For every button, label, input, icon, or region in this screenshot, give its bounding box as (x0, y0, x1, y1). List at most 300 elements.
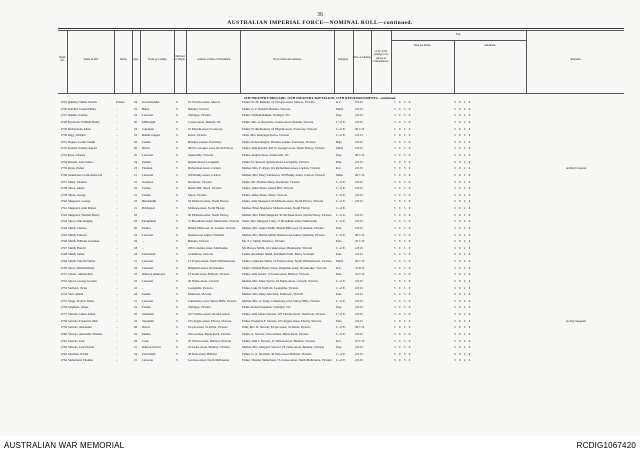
cell-rel: C. of E. (336, 352, 346, 356)
cell-name: Sutherland, Thomas (68, 359, 93, 363)
cell-rank: .. (116, 346, 118, 350)
cell-trade: Fireman (142, 167, 153, 171)
cell-pay: 5 0 5 0 (394, 154, 412, 157)
cell-date: 2.8.15 (355, 160, 363, 164)
cell-age: 24 (134, 293, 138, 297)
cell-no: 2736 (60, 173, 67, 177)
cell-age: 18 (134, 220, 138, 224)
cell-rel: C. of E. (336, 220, 346, 224)
cell-addr: Queens Road, Leongatha (188, 160, 220, 164)
cell-no: 2743 (60, 220, 67, 224)
cell-age: 24 (134, 339, 138, 343)
col-divider (186, 30, 187, 94)
cell-date: 2.8.15 (355, 359, 363, 363)
cell-pay: 5 0 5 0 (394, 114, 412, 118)
cell-pay2: 3 0 2 6 (454, 200, 472, 204)
cell-no: 2751 (60, 273, 67, 277)
cell-rank: .. (116, 286, 118, 290)
cell-date: 2.8.15 (355, 120, 363, 124)
cell-rank: .. (116, 332, 118, 336)
cell-date: 2.8.15 (355, 147, 363, 151)
cell-age: 19 (134, 114, 138, 118)
cell-name: Snow, William Henry (68, 266, 95, 270)
cell-date: 2.8.15 (355, 187, 363, 191)
cell-age: 21 (134, 273, 138, 277)
cell-addr: 15 Victoria-street, Mascot (188, 101, 221, 104)
cell-trade: Painter (142, 226, 151, 230)
cell-rank: .. (116, 127, 118, 131)
cell-kin: Father, W. M. Ramsay, 15 Victoria-street, Mascot, Victoria (242, 101, 315, 104)
cell-name: Rigg, William (68, 134, 86, 138)
cell-date: 2.8.15 (355, 114, 363, 118)
cell-pay2: 3 0 2 6 (454, 173, 472, 177)
cell-rel: Pres. (336, 273, 343, 277)
cell-pay2: 3 0 2 6 (454, 293, 472, 297)
section-heading: 4TH INFANTRY BRIGADE, 13TH INFANTRY BATTALION, 13TH REINFORCEMENTS—continued. (243, 96, 397, 100)
cell-rel: C. of E. (336, 286, 346, 290)
cell-trade: Groomsaddler (142, 101, 160, 104)
cell-name: Sobert, John Robert (68, 273, 93, 277)
cell-no: 2749 (60, 260, 67, 263)
cell-name: Stewart, Jack Norton (68, 346, 95, 350)
cell-rel: Bapt. (336, 140, 343, 144)
cell-mar: S (176, 226, 178, 230)
header-pay-allotment: Allotment. (483, 44, 497, 47)
cell-pay: 5 0 5 0 (394, 306, 412, 310)
cell-mar: S (176, 140, 178, 144)
cell-rel: R.C. (336, 266, 342, 270)
cell-pay2: 3 0 2 6 (454, 147, 472, 151)
cell-mar: S (176, 101, 178, 104)
cell-name: Sharp, Thomas (68, 180, 87, 184)
cell-addr: Deans Hill, Shore, Victoria (188, 187, 222, 191)
cell-remarks: Acting Sergeant (566, 319, 586, 323)
cell-pay: 5 0 5 0 (394, 319, 412, 323)
cell-date: 2.8.15 (355, 193, 363, 197)
cell-rel: C. of E. (336, 127, 346, 131)
cell-mar: S (176, 293, 178, 297)
cell-name: Strachan, Ernest (68, 352, 89, 356)
cell-no: 2737 (60, 180, 67, 184)
cell-pay2: 3 0 2 6 (454, 346, 472, 350)
cell-no: 2746 (60, 240, 67, 244)
cell-no: 2747 (60, 246, 67, 250)
cell-kin: Father, W. Richardson, 16 Pilgrim-street, Footscray, Victoria (242, 127, 317, 131)
cell-age: 18 (134, 246, 138, 250)
cell-name: Ryan, Walter (68, 167, 85, 171)
cell-pay: 5 0 5 0 (394, 299, 412, 303)
cell-addr: 13 Grant-street, Ballarat, Victoria (188, 273, 230, 277)
cell-rel: C. of E. (336, 326, 346, 330)
cell-rel: C. of E. (336, 207, 346, 210)
cell-no: 2739 (60, 193, 67, 197)
cell-age: 20 (134, 120, 138, 124)
cell-pay2: 3 0 2 6 (454, 332, 472, 336)
cell-addr: Dennewood Gulies, Walhalla (188, 233, 225, 237)
cell-mar: S (176, 193, 178, 197)
cell-no: 2731 (60, 140, 67, 144)
page-number: 36 (317, 12, 323, 18)
cell-date: 31.7.15 (355, 273, 365, 277)
cell-addr: Somerville, Victoria (188, 154, 214, 157)
cell-date: 2.8.15 (355, 286, 363, 290)
cell-no: 2758 (60, 319, 67, 323)
cell-mar: S (176, 160, 178, 164)
cell-trade: Farmer (142, 187, 151, 191)
header-name: Name in full. (83, 58, 99, 61)
cell-rank: .. (116, 120, 118, 124)
cell-rank: .. (116, 326, 118, 330)
cell-trade: .. (142, 246, 144, 250)
header-top-rule (58, 30, 624, 31)
cell-pay: 5 0 5 0 (394, 246, 412, 250)
cell-pay: 5 0 5 0 (394, 253, 412, 257)
cell-trade: Railroad-driver (142, 346, 162, 350)
cell-trade: Labourer (142, 279, 154, 283)
header-rule (58, 28, 624, 29)
cell-rank: .. (116, 293, 118, 297)
cell-pay2: 3 0 2 6 (454, 193, 472, 197)
cell-mar: S (176, 339, 178, 343)
cell-pay2: 3 0 2 6 (454, 279, 472, 283)
cell-mar: S (176, 173, 178, 177)
cell-kin: Father, John Sheppard, 93 McKean-street, North Fitzroy, Victoria (242, 200, 324, 204)
cell-date: 28.7.15 (355, 233, 365, 237)
table-row (58, 253, 624, 260)
cell-pay: 5 0 5 0 (394, 107, 412, 111)
cell-rel: Pres. (336, 319, 343, 323)
table-row (58, 147, 624, 154)
cell-date: 2.8.15 (355, 167, 363, 171)
page-title: AUSTRALIAN IMPERIAL FORCE—NOMINAL ROLL—continued. (227, 20, 413, 26)
table-row (58, 154, 624, 161)
header-religion: Religion. (338, 58, 349, 61)
cell-mar: S (176, 120, 178, 124)
cell-rank: Private (116, 101, 125, 104)
cell-trade: Labourer (142, 299, 154, 303)
cell-name: Stewart, Alexander (68, 326, 92, 330)
cell-name: Sanderson, Colin Ashworth (68, 173, 103, 177)
cell-kin: Father, W. Russell, Queens Road, Leongatha, Victoria (242, 160, 309, 164)
cell-kin: Mother, Mrs. Bertha Smith, Dennewood Gulies, Walhalla, Victoria (242, 233, 325, 237)
cell-mar: S (176, 114, 178, 118)
cell-kin: Mother, Mrs. A. Stapp, Canterbury-road, Surrey Hills, Victoria (242, 299, 320, 303)
cell-trade: Labourer (142, 114, 154, 118)
cell-addr: 186 Lonsdale-street, Melbourne (188, 246, 228, 250)
cell-age: 22 (134, 134, 138, 138)
cell-kin: Mother, Ellen Sheppard, McKean-street, North Fitzroy (242, 207, 310, 210)
cell-no: 2726 (60, 107, 67, 111)
cell-pay: 5 0 5 0 (394, 167, 412, 171)
cell-no: 2761 (60, 339, 67, 343)
table-row (58, 200, 624, 207)
cell-no: 2740 (60, 200, 67, 204)
cell-age: 25 (134, 154, 138, 157)
cell-kin: Mother, Mrs. Margaret Stewart, 23 Tudor-street, Ballarat, Victoria (242, 346, 324, 350)
header-kin: Next of Kin and Address. (273, 58, 302, 61)
header-pay-rate: Rate per Diem. (413, 44, 431, 47)
cell-rel: Meth. (336, 173, 344, 177)
col-divider (132, 30, 133, 94)
cell-trade: Baker (142, 107, 150, 111)
header-date-joining: Date of Joining. (353, 56, 371, 59)
cell-no: 2752 (60, 279, 67, 283)
cell-name: Sheppard, Thomas Henry (68, 213, 100, 217)
header-pay: Pay. (456, 33, 461, 36)
cell-no: 2760 (60, 332, 67, 336)
cell-no: 2744 (60, 226, 67, 230)
cell-mar: S (176, 246, 178, 250)
cell-rel: C. of E. (336, 213, 346, 217)
col-divider (174, 30, 175, 94)
cell-no: 2733 (60, 154, 67, 157)
cell-name: Short, John Kingley (68, 220, 93, 224)
table-row (58, 207, 624, 214)
cell-trade: Storeman (142, 319, 154, 323)
cell-rel: Pres. (336, 160, 343, 164)
cell-addr: 100 Barkly-street, Carlton (188, 173, 221, 177)
cell-mar: S (176, 207, 178, 210)
table-row (58, 174, 624, 181)
col-divider (353, 30, 354, 94)
cell-pay2: 3 0 2 6 (454, 107, 472, 111)
cell-addr: 105 Argyle-street, Fitzroy, Victoria (188, 319, 232, 323)
cell-pay2: 3 0 2 6 (454, 114, 472, 118)
cell-mar: S (176, 180, 178, 184)
cell-mar: S (176, 134, 178, 138)
cell-name: Stapp, Francis James (68, 299, 95, 303)
cell-pay: 5 0 5 0 (394, 352, 412, 356)
cell-date: 31.8.15 (355, 266, 365, 270)
cell-rel: C. of E. (336, 193, 346, 197)
cell-name: Spicer, George Gordon (68, 279, 97, 283)
cell-mar: S (176, 359, 178, 363)
cell-name: Smith, Harold (68, 246, 86, 250)
cell-rank: .. (116, 246, 118, 250)
cell-name: Randell, Joseph Henry (68, 107, 97, 111)
cell-rank: .. (116, 299, 118, 303)
table-row (58, 326, 624, 333)
cell-rel: Pres. (336, 226, 343, 230)
cell-rel: C. of E. (336, 299, 346, 303)
cell-addr: Hawkes-avenue, Portarney (188, 140, 222, 144)
cell-rel: Pres. (336, 154, 343, 157)
cell-date: 29.7.15 (355, 173, 365, 177)
cell-trade: Farmer (142, 193, 151, 197)
cell-pay: 5 0 5 0 (394, 134, 412, 138)
cell-no: 2755 (60, 299, 67, 303)
cell-age: 21 (134, 346, 138, 350)
cell-age: 19 (134, 160, 138, 164)
cell-date: 2.8.15 (355, 299, 363, 303)
cell-trade: Farmer (142, 293, 151, 297)
cell-addr: 8 Lyle-street, St. Kilda, Victoria (188, 326, 228, 330)
cell-pay: 5 0 5 0 (394, 273, 412, 277)
cell-pay2: 3 0 2 6 (454, 313, 472, 316)
cell-rank: .. (116, 213, 118, 217)
cell-pay: 5 0 5 0 (394, 233, 412, 237)
cell-date: 29.7.15 (355, 260, 365, 263)
cell-addr: 23 Tudor-street, Ballarat, Victoria (188, 346, 230, 350)
cell-age: 22 (134, 319, 138, 323)
table-row (58, 359, 624, 366)
cell-addr: Kinbrook, Victoria (188, 293, 212, 297)
cell-name: Rogers, Leslie Joseph (68, 140, 96, 144)
cell-pay2: 3 0 2 6 (454, 352, 472, 356)
cell-age: 23 (134, 167, 138, 171)
cell-no: 2762 (60, 346, 67, 350)
table-row (58, 114, 624, 121)
cell-trade: Farmer (142, 306, 151, 310)
cell-age: 26 (134, 226, 138, 230)
cell-date: 2.8.15 (355, 346, 363, 350)
cell-rel: Pres. (336, 240, 343, 244)
cell-rank: .. (116, 173, 118, 177)
cell-name: Ronald, Stanley Rupert (68, 147, 97, 151)
cell-pay2: 3 0 2 6 (454, 213, 472, 217)
cell-addr: 16 Pilgrim-street, Footscray (188, 127, 223, 131)
cell-name: Stafford, Victor (68, 286, 88, 290)
cell-no: 2738 (60, 187, 67, 191)
cell-rel: Meth. (336, 107, 344, 111)
cell-addr: Dalgleish-street, Newmarket (188, 266, 224, 270)
cell-name: Ramsay, Walter Patrick (68, 101, 97, 104)
cell-no: 2741 (60, 207, 67, 210)
cell-pay: 5 0 5 0 (394, 313, 412, 316)
cell-pay2: 3 0 2 6 (454, 299, 472, 303)
cell-kin: Mr. T. J. Smith, Waterloo, Victoria (242, 240, 285, 244)
cell-rank: .. (116, 319, 118, 323)
cell-no: 2759 (60, 326, 67, 330)
cell-trade: Labourer (142, 154, 154, 157)
cell-pay2: 3 0 2 6 (454, 306, 472, 310)
cell-rel: R.C. (336, 101, 342, 104)
cell-rank: .. (116, 167, 118, 171)
table-row (58, 280, 624, 287)
cell-date: 2.8.15 (355, 279, 363, 283)
cell-pay2: 3 0 2 6 (454, 233, 472, 237)
cell-rel: C. of E. (336, 200, 346, 204)
cell-rank: .. (116, 260, 118, 263)
cell-kin: Father, James Shore, Shore, Victoria (242, 193, 288, 197)
cell-trade: Labourer (142, 266, 154, 270)
cell-name: Smith, Edward (68, 233, 87, 237)
cell-pay2: 3 0 2 6 (454, 246, 472, 250)
cell-mar: S (176, 332, 178, 336)
cell-mar: S (176, 273, 178, 277)
cell-addr: Kerra, Victoria (188, 134, 207, 138)
cell-date: 2.8.15 (355, 332, 363, 336)
cell-name: Smith, William Luckman (68, 240, 100, 244)
cell-mar: S (176, 346, 178, 350)
cell-trade: Rabbit-trapper (142, 134, 161, 138)
cell-pay2: 3 0 2 6 (454, 339, 472, 343)
cell-trade: Cook (142, 339, 149, 343)
cell-pay2: 3 0 2 6 (454, 273, 472, 277)
cell-trade: Gardener (142, 180, 154, 184)
table-row (58, 220, 624, 227)
cell-rank: .. (116, 154, 118, 157)
cell-no: 2727 (60, 114, 67, 118)
header-bottom-rule (58, 93, 624, 94)
cell-date: 2.8.15 (355, 213, 363, 217)
cell-rank: .. (116, 273, 118, 277)
header-trade: Trade or Calling. (147, 58, 168, 61)
cell-name: Shore, Albert (68, 187, 85, 191)
cell-trade: Railway employee (142, 273, 166, 277)
cell-pay: 5 0 5 0 (394, 120, 412, 124)
cell-rank: .. (116, 114, 118, 118)
cell-rel: Pres. (336, 293, 343, 297)
cell-pay2: 3 0 2 6 (454, 286, 472, 290)
cell-rank: .. (116, 187, 118, 191)
cell-mar: S (176, 299, 178, 303)
cell-pay2: 3 0 2 6 (454, 226, 472, 230)
cell-addr: 93 McKean-street, North Fitzroy (188, 200, 229, 204)
cell-age: 19 (134, 352, 138, 356)
cell-trade: Bricklayer (142, 207, 156, 210)
cell-no: 2763 (60, 352, 67, 356)
cell-date: 29.7.15 (355, 326, 365, 330)
cell-age: 21 (134, 193, 138, 197)
cell-trade: .. (142, 240, 144, 244)
cell-pay: 5 0 5 0 (394, 346, 412, 350)
cell-trade: Labourer (142, 173, 154, 177)
cell-mar: S (176, 187, 178, 191)
cell-rel: R.C. (336, 339, 342, 343)
cell-date: 2.8.15 (355, 293, 363, 297)
cell-kin: Father, Andrew Ross, Somerville, Vic. (242, 154, 290, 157)
cell-trade: Farmer (142, 140, 151, 144)
cell-trade: Labourer (142, 260, 154, 263)
cell-rel: Meth. (336, 147, 344, 151)
cell-pay2: 3 0 2 6 (454, 319, 472, 323)
cell-date: 2.8.15 (355, 226, 363, 230)
cell-pay: 5 0 5 0 (394, 220, 412, 224)
cell-addr: Leongatha, Victoria (188, 286, 213, 290)
cell-date: 2.8.15 (355, 306, 363, 310)
cell-age: 18 (134, 140, 138, 144)
cell-no: 2732 (60, 147, 67, 151)
cell-mar: S (176, 313, 178, 316)
cell-age: 21 (134, 180, 138, 184)
cell-kin: Father, Thomas Sutherland, 7 Lavasso-street, North Melbourne, Victoria (242, 359, 332, 363)
cell-pay: 5 0 5 0 (394, 213, 412, 217)
table-row (58, 167, 624, 174)
cell-rel: C. of E. (336, 313, 346, 316)
header-remarks: Remarks. (570, 58, 582, 61)
cell-kin: Mother, Mrs. Mary Sanderson, 100 Barkly-street, Carlton, Victoria (242, 173, 325, 177)
cell-pay: 5 0 5 0 (394, 279, 412, 283)
cell-addr: 107 Charles-street, North Carlton (188, 313, 230, 316)
cell-addr: 71 Broadbent-street, Melbourne, Victoria (188, 220, 240, 224)
cell-trade: Farm hand (142, 352, 156, 356)
cell-rel: C. of E. (336, 120, 346, 124)
cell-date: 2.8.15 (355, 107, 363, 111)
cell-name: Richardson, Allan (68, 127, 91, 131)
cell-age: 21 (134, 260, 138, 263)
cell-no: 2735 (60, 167, 67, 171)
cell-trade: Salesman (142, 313, 154, 316)
cell-mar: S (176, 260, 178, 263)
cell-kin: Father, John Sobert, 13 Grant-street, Ballarat, Victoria (242, 273, 309, 277)
col-divider (526, 30, 527, 94)
table-row (58, 346, 624, 353)
cell-rank: .. (116, 107, 118, 111)
cell-pay: 5 0 5 0 (394, 147, 412, 151)
cell-trade: Labourer (142, 233, 154, 237)
cell-mar: S (176, 154, 178, 157)
